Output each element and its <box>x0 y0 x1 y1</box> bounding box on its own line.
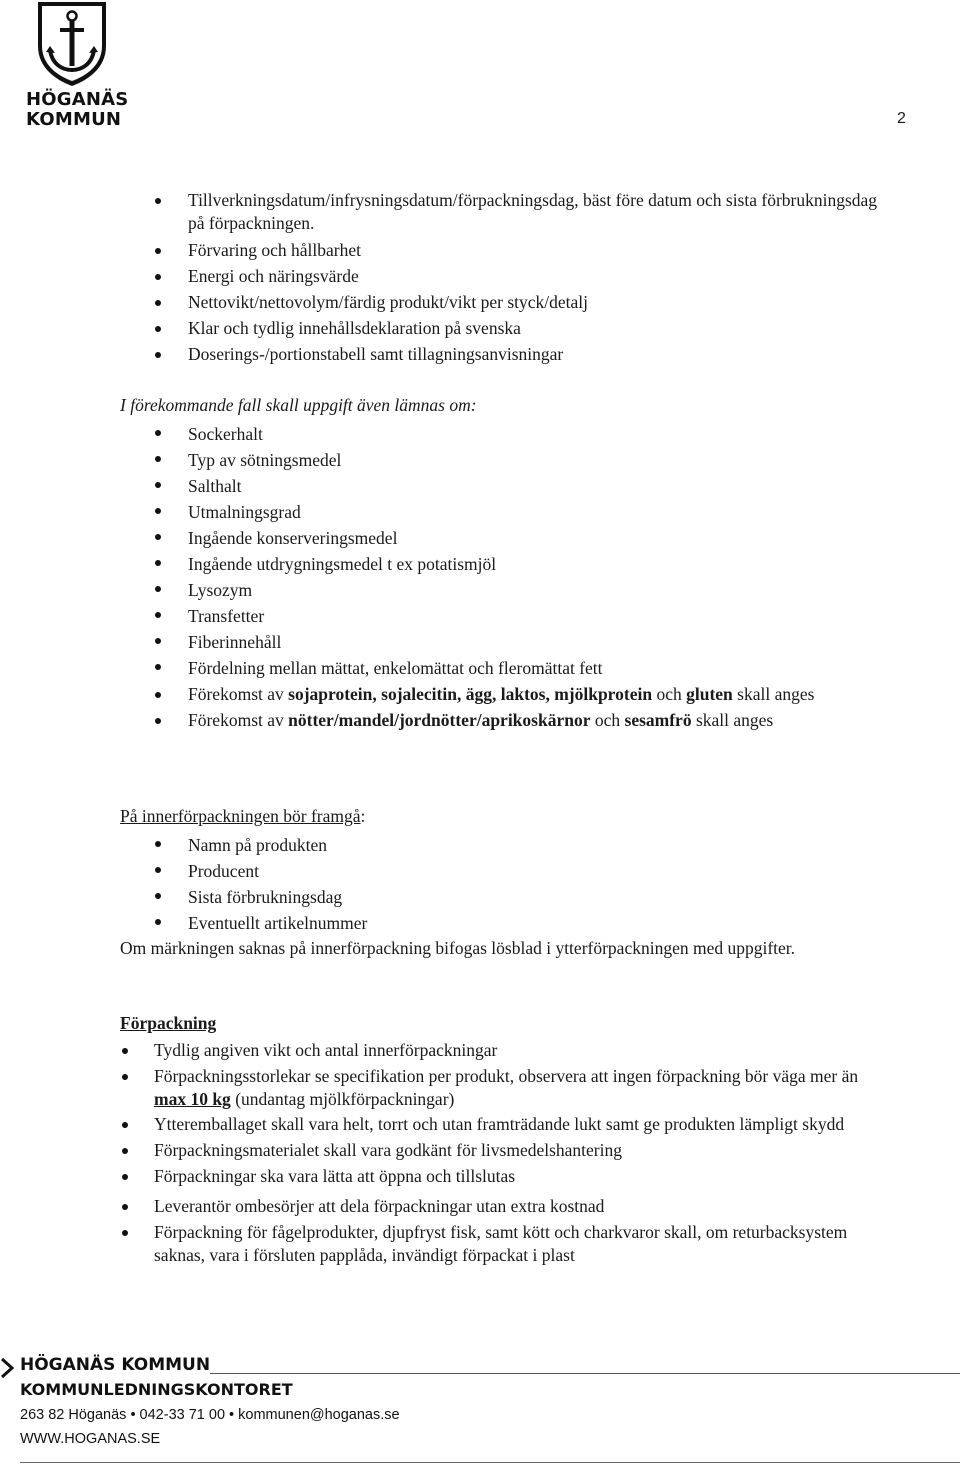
bullet-icon <box>155 841 161 847</box>
section-heading-inner-packaging: På innerförpackningen bör framgå: <box>120 806 366 826</box>
bullet-icon <box>155 718 161 724</box>
bullet-icon <box>122 1074 128 1080</box>
bullet-icon <box>122 1230 128 1236</box>
list-item: Fiberinnehåll <box>188 629 888 655</box>
list-item: Fördelning mellan mättat, enkelomättat och fleromättat fett <box>188 655 888 681</box>
footer-divider <box>210 1373 960 1374</box>
hoganas-logo <box>26 0 129 132</box>
list-item-allergens: Förekomst av sojaprotein, sojalecitin, ägg, laktos, mjölkprotein och gluten skall anges <box>188 683 888 706</box>
section-heading-conditional: I förekommande fall skall uppgift även lämnas om: <box>120 395 477 415</box>
footer-bottom-divider <box>20 1462 960 1463</box>
list-item: Förpackningar ska vara lätta att öppna och tillslutas <box>154 1165 874 1188</box>
logo-text <box>26 90 128 130</box>
inner-packaging-note: Om märkningen saknas på innerförpackning bifogas lösblad i ytterförpackningen med uppgifter. <box>120 938 796 958</box>
list-item: Doserings-/portionstabell samt tillagningsanvisningar <box>188 343 888 366</box>
bullet-icon <box>155 919 161 925</box>
bullet-icon <box>155 893 161 899</box>
list-item: Nettovikt/nettovolym/färdig produkt/vikt per styck/detalj <box>188 291 888 314</box>
bullet-icon <box>155 198 161 204</box>
bullet-icon <box>155 534 161 540</box>
list-item: Förpackningsstorlekar se specifikation per produkt, observera att ingen förpackning bör väga mer än max 10 kg (undantag mjölkförpackningar) <box>154 1065 874 1111</box>
footer-contact-info: 263 82 Höganäs • 042-33 71 00 • kommunen@hoganas.se <box>20 1407 400 1423</box>
footer <box>0 1352 960 1470</box>
inner-packaging-list <box>188 832 888 936</box>
list-item: Utmalningsgrad <box>188 499 888 525</box>
list-item: Typ av sötningsmedel <box>188 447 888 473</box>
list-item: Transfetter <box>188 603 888 629</box>
footer-website-link[interactable]: WWW.HOGANAS.SE <box>20 1431 161 1447</box>
bullet-icon <box>122 1148 128 1154</box>
bullet-icon <box>155 430 161 436</box>
conditional-info-list <box>188 421 888 732</box>
bullet-icon <box>155 692 161 698</box>
bullet-icon <box>155 867 161 873</box>
footer-municipality-name: HÖGANÄS KOMMUN <box>20 1355 211 1375</box>
bullet-icon <box>155 274 161 280</box>
list-item: Sockerhalt <box>188 421 888 447</box>
packaging-list <box>154 1039 874 1267</box>
list-item: Salthalt <box>188 473 888 499</box>
list-item: Förpackningsmaterialet skall vara godkänt för livsmedelshantering <box>154 1139 874 1162</box>
list-item: Tydlig angiven vikt och antal innerförpackningar <box>154 1039 874 1062</box>
bullet-icon <box>155 586 161 592</box>
bullet-icon <box>155 248 161 254</box>
bullet-icon <box>155 508 161 514</box>
list-item: Tillverkningsdatum/infrysningsdatum/förpackningsdag, bäst före datum och sista förbrukningsdag på förpackningen. <box>188 189 888 235</box>
bullet-icon <box>155 560 161 566</box>
list-item: Ytteremballaget skall vara helt, torrt och utan framträdande lukt samt ge produkten lämpligt skydd <box>154 1113 874 1136</box>
bullet-icon <box>155 352 161 358</box>
list-item: Sista förbrukningsdag <box>188 884 888 910</box>
list-item: Lysozym <box>188 577 888 603</box>
product-info-list <box>188 189 888 366</box>
bullet-icon <box>122 1204 128 1210</box>
bullet-icon <box>155 638 161 644</box>
bullet-icon <box>122 1122 128 1128</box>
list-item: Eventuellt artikelnummer <box>188 910 888 936</box>
list-item-nuts: Förekomst av nötter/mandel/jordnötter/aprikoskärnor och sesamfrö skall anges <box>188 709 888 732</box>
bullet-icon <box>122 1048 128 1054</box>
anchor-crest-icon <box>36 0 108 88</box>
list-item: Leverantör ombesörjer att dela förpackningar utan extra kostnad <box>154 1195 874 1218</box>
section-heading-packaging: Förpackning <box>120 1013 217 1033</box>
bullet-icon <box>155 612 161 618</box>
page-number: 2 <box>897 110 906 127</box>
logo-line2: KOMMUN <box>26 109 122 130</box>
bullet-icon <box>155 326 161 332</box>
footer-office-name: KOMMUNLEDNINGSKONTORET <box>20 1380 293 1399</box>
bullet-icon <box>155 300 161 306</box>
list-item: Ingående konserveringsmedel <box>188 525 888 551</box>
list-item: Energi och näringsvärde <box>188 265 888 288</box>
list-item: Klar och tydlig innehållsdeklaration på svenska <box>188 317 888 340</box>
bullet-icon <box>155 482 161 488</box>
list-item: Producent <box>188 858 888 884</box>
bullet-icon <box>122 1174 128 1180</box>
bullet-icon <box>155 456 161 462</box>
list-item: Förvaring och hållbarhet <box>188 239 888 262</box>
list-item: Namn på produkten <box>188 832 888 858</box>
bullet-icon <box>155 664 161 670</box>
list-item: Ingående utdrygningsmedel t ex potatismjöl <box>188 551 888 577</box>
arrow-right-icon <box>0 1358 14 1378</box>
logo-line1: HÖGANÄS <box>26 89 129 110</box>
list-item: Förpackning för fågelprodukter, djupfryst fisk, samt kött och charkvaror skall, om returbacksystem saknas, vara i försluten papplåda, invändigt förpackat i plast <box>154 1221 874 1267</box>
